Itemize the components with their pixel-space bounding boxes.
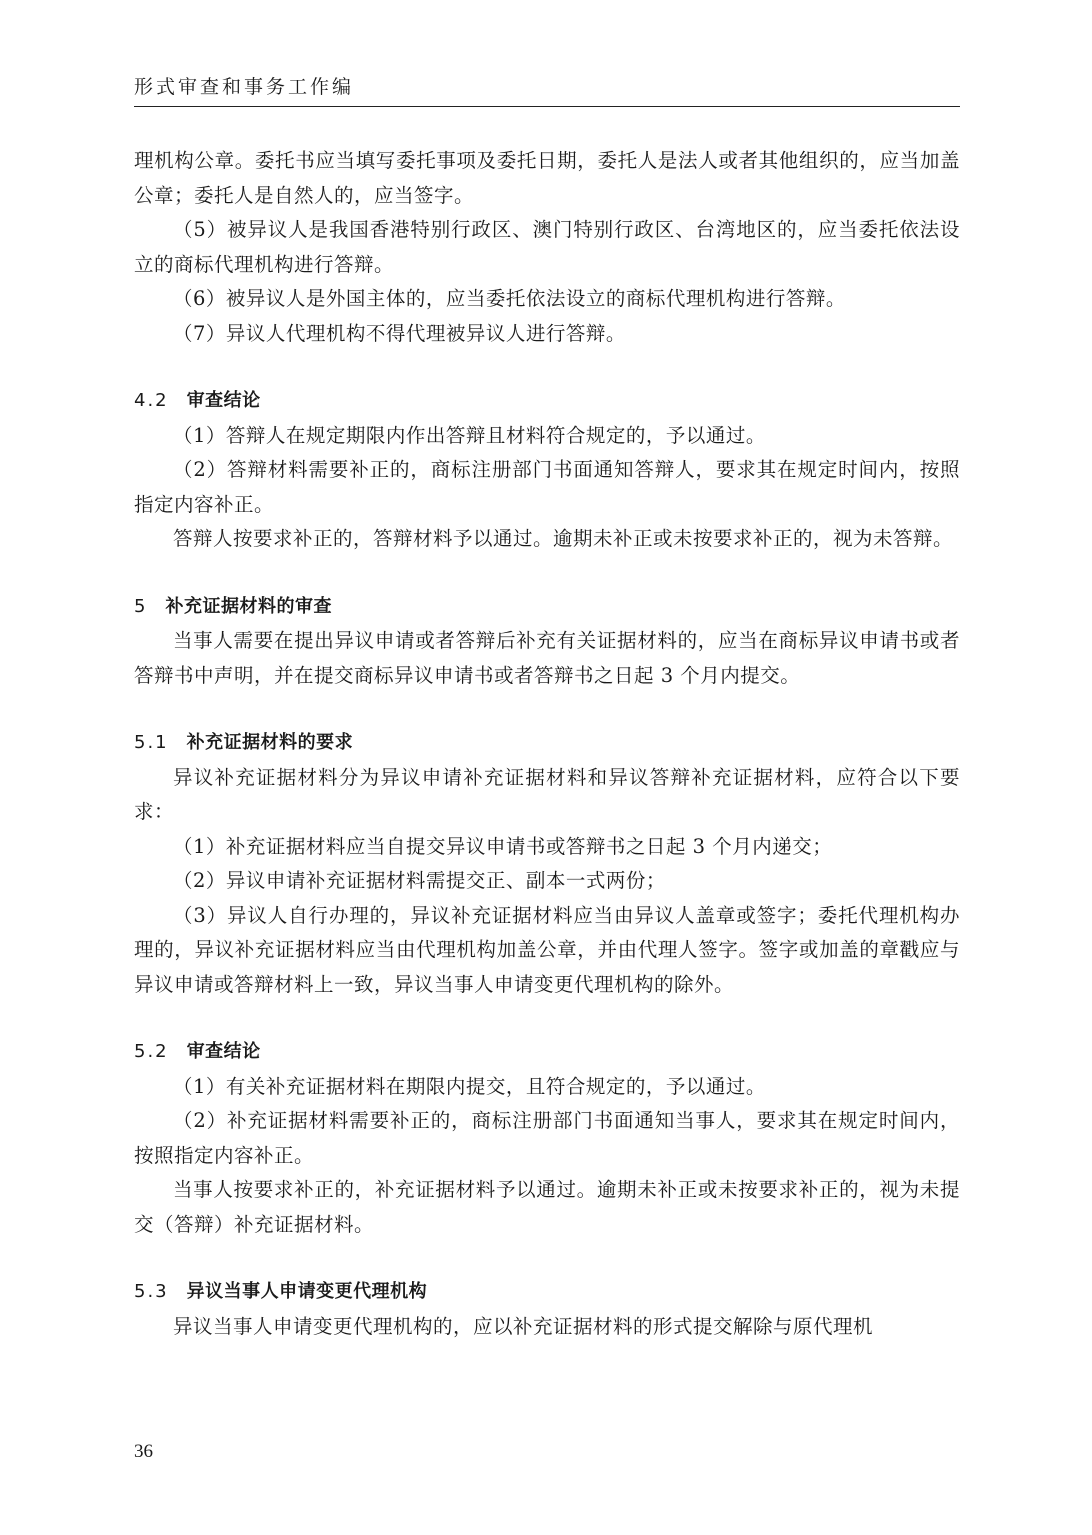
paragraph: 当事人按要求补正的，补充证据材料予以通过。逾期未补正或未按要求补正的，视为未提交（答辩）补充证据材料。: [134, 1178, 960, 1236]
paragraph: 当事人需要在提出异议申请或者答辩后补充有关证据材料的，应当在商标异议申请书或者答辩书中声明，并在提交商标异议申请书或者答辩书之日起 3 个月内提交。: [134, 629, 960, 687]
paragraph: 异议补充证据材料分为异议申请补充证据材料和异议答辩补充证据材料，应符合以下要求：: [134, 765, 960, 823]
section-title: 补充证据材料的审查: [165, 595, 332, 617]
section-heading-5-2: [134, 1035, 960, 1070]
section-number: 5.3: [134, 1281, 169, 1302]
paragraph: （2）异议申请补充证据材料需提交正、副本一式两份；: [173, 869, 666, 892]
paragraph: （3）异议人自行办理的，异议补充证据材料应当由异议人盖章或签字；委托代理机构办理的，异议补充证据材料应当由代理机构加盖公章，并由代理人签字。签字或加盖的章戳应与异议申请或答辩材料上一致，异议当事人申请变更代理机构的除外。: [134, 903, 960, 996]
section-number: 5.1: [134, 732, 169, 753]
section-title: 异议当事人申请变更代理机构: [186, 1281, 428, 1302]
paragraph: （6）被异议人是外国主体的，应当委托依法设立的商标代理机构进行答辩。: [173, 287, 846, 310]
section-heading-5: [134, 590, 960, 625]
paragraph: （1）补充证据材料应当自提交异议申请书或答辩书之日起 3 个月内递交；: [173, 834, 833, 858]
section-title: 审查结论: [186, 1041, 261, 1062]
header-rule: [134, 106, 960, 107]
paragraph: 答辩人按要求补正的，答辩材料予以通过。逾期未补正或未按要求补正的，视为未答辩。: [173, 527, 954, 550]
paragraph: 异议当事人申请变更代理机构的，应以补充证据材料的形式提交解除与原代理机: [173, 1314, 874, 1338]
section-heading-4-2: [134, 384, 960, 419]
paragraph: （1）有关补充证据材料在期限内提交，且符合规定的，予以通过。: [173, 1074, 766, 1098]
section-title: 审查结论: [186, 390, 261, 411]
paragraph: （2）补充证据材料需要补正的，商标注册部门书面通知当事人，要求其在规定时间内，按照指定内容补正。: [134, 1109, 960, 1167]
section-number: 5: [134, 595, 148, 617]
section-number: 5.2: [134, 1041, 169, 1062]
paragraph: （5）被异议人是我国香港特别行政区、澳门特别行政区、台湾地区的，应当委托依法设立的商标代理机构进行答辩。: [134, 218, 960, 276]
section-title: 补充证据材料的要求: [186, 732, 354, 753]
section-heading-5-3: [134, 1275, 960, 1310]
section-heading-5-1: [134, 726, 960, 761]
page-body: [134, 144, 960, 1344]
paragraph: （2）答辩材料需要补正的，商标注册部门书面通知答辩人，要求其在规定时间内，按照指定内容补正。: [134, 458, 960, 516]
running-header: 形式审查和事务工作编: [134, 76, 355, 98]
paragraph: （7）异议人代理机构不得代理被异议人进行答辩。: [173, 321, 626, 345]
paragraph: （1）答辩人在规定期限内作出答辩且材料符合规定的，予以通过。: [173, 423, 766, 447]
section-number: 4.2: [134, 390, 169, 411]
page-number: 36: [134, 1441, 153, 1462]
paragraph: 理机构公章。委托书应当填写委托事项及委托日期，委托人是法人或者其他组织的，应当加盖公章；委托人是自然人的，应当签字。: [134, 149, 960, 207]
